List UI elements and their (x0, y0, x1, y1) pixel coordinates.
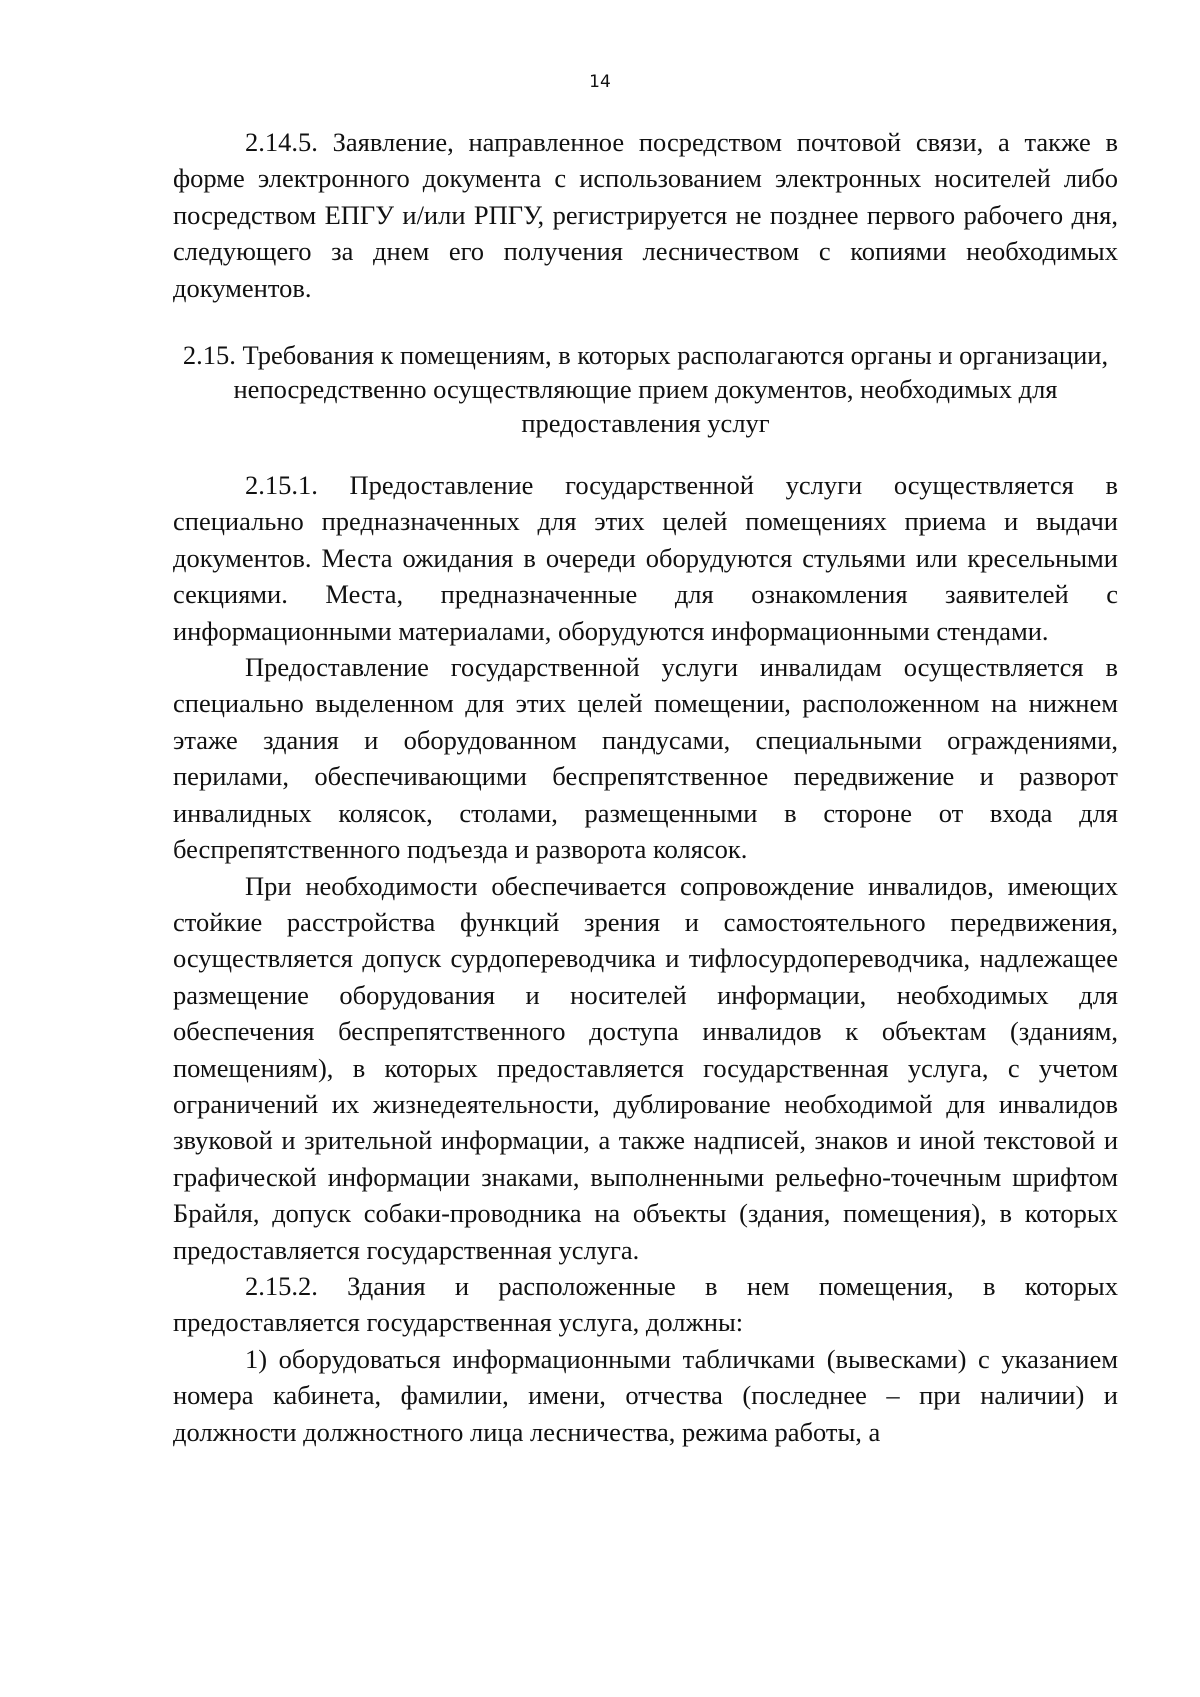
paragraph-2-15-2: 2.15.2. Здания и расположенные в нем помещения, в которых предоставляется государственная услуга, должны: (173, 1270, 1118, 1338)
paragraph-2-14-5: 2.14.5. Заявление, направленное посредством почтовой связи, а также в форме электронного документа с использованием электронных носителей либо посредством ЕПГУ и/или РПГУ, регистрируется не позднее первого рабочего дня, следующего за днем его получения лесничеством с копиями необходимых документов. (173, 127, 1118, 303)
paragraph-2-15-1: 2.15.1. Предоставление государственной услуги осуществляется в специально предназначенных для этих целей помещениях приема и выдачи документов. Места ожидания в очереди оборудуются стульями или кресельными секциями. Места, предназначенные для ознакомления заявителей с информационными материалами, оборудуются информационными стендами. (173, 470, 1118, 646)
paragraph-necessity: При необходимости обеспечивается сопровождение инвалидов, имеющих стойкие расстройства функций зрения и самостоятельного передвижения, осуществляется допуск сурдопереводчика и тифлосурдопереводчика, надлежащее размещение оборудования и носителей информации, необходимых для обеспечения беспрепятственного доступа инвалидов к объектам (зданиям, помещениям), в которых предоставляется государственная услуга, с учетом ограничений их жизнедеятельности, дублирование необходимой для инвалидов звуковой и зрительной информации, а также надписей, знаков и иной текстовой и графической информации знаками, выполненными рельефно-точечным шрифтом Брайля, допуск собаки-проводника на объекты (здания, помещения), в которых предоставляется государственная услуга. (173, 870, 1118, 1265)
document-body (173, 124, 1118, 1450)
page-number: 14 (589, 72, 611, 92)
spacer (173, 440, 1118, 467)
list-item-1: 1) оборудоваться информационными табличками (вывесками) с указанием номера кабинета, фамилии, имени, отчества (последнее – при наличии) и должности должностного лица лесничества, режима работы, а (173, 1343, 1118, 1447)
paragraph-disabled-service: Предоставление государственной услуги инвалидам осуществляется в специально выделенном для этих целей помещении, расположенном на нижнем этаже здания и оборудованном пандусами, специальными ограждениями, перилами, обеспечивающими беспрепятственное передвижение и разворот инвалидных колясок, столами, размещенными в стороне от входа для беспрепятственного подъезда и разворота колясок. (173, 652, 1118, 865)
spacer (173, 306, 1118, 338)
section-heading-2-15: 2.15. Требования к помещениям, в которых располагаются органы и организации, непосредственно осуществляющие прием документов, необходимых для предоставления услуг (182, 340, 1109, 439)
